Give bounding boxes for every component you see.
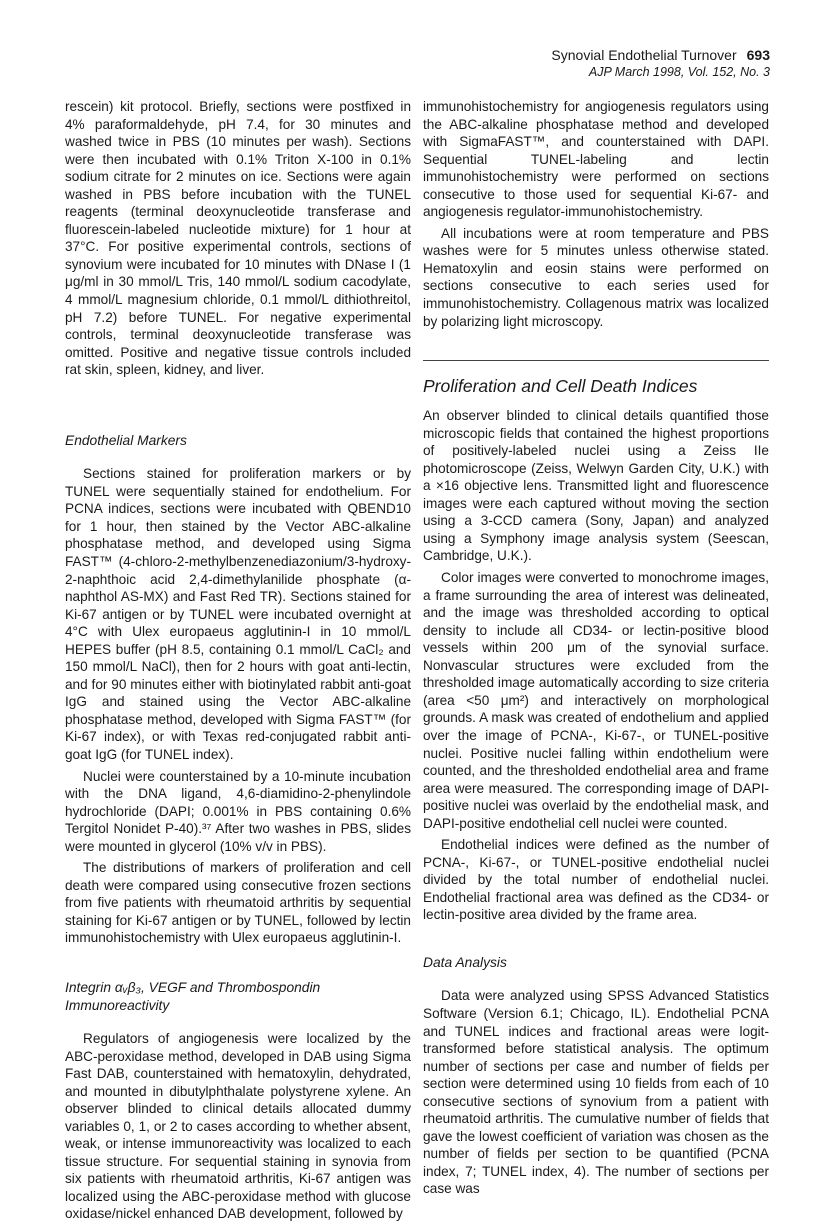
subsection-heading-endothelial-markers: Endothelial Markers [65, 432, 187, 448]
paragraph: Regulators of angiogenesis were localized by the ABC-peroxidase method, developed in DAB using Sigma Fast DAB, counterstained with hematoxylin, dehydrated, and mounted in dibutylphthalate polystyrene xylene. An observer blinded to clinical details allocated dummy variables 0, 1, or 2 to cases according to whether absent, weak, or intense immunoreactivity was localized to each tissue structure. For sequential staining in synovia from six patients with rheumatoid arthritis, Ki-67 antigen was localized using the ABC-peroxidase method with glucose oxidase/nickel enhanced DAB development, followed by [65, 1031, 411, 1222]
running-title: Synovial Endothelial Turnover [551, 47, 737, 63]
running-title-line [551, 47, 770, 64]
paragraph: The distributions of markers of proliferation and cell death were compared using consecutive frozen sections from five patients with rheumatoid arthritis by sequential staining for Ki-67 antigen or by TUNEL, followed by lectin immunohistochemistry with Ulex europaeus agglutinin-I. [65, 860, 411, 946]
paragraph: Nuclei were counterstained by a 10-minute incubation with the DNA ligand, 4,6-diamidino-2-phenylindole hydrochloride (DAPI; 0.001% in PBS containing 0.6% Tergitol Nonidet P-40).³⁷ After two washes in PBS, slides were mounted in glycerol (10% v/v in PBS). [65, 768, 411, 854]
paragraph: Data were analyzed using SPSS Advanced Statistics Software (Version 6.1; Chicago, IL). Endothelial PCNA and TUNEL indices and fractional areas were logit-transformed before statistical analysis. The optimum number of sections per case and number of fields per section were determined using 10 fields from each of 10 consecutive sections of synovium from a patient with rheumatoid arthritis. The cumulative number of fields that gave the lowest coefficient of variation was chosen as the number of fields per section to be quantified (PCNA index, 7; TUNEL index, 4). The number of sections per case was [423, 988, 769, 1197]
subsection-heading-integrin: Integrin αᵥβ₃, VEGF and Thrombospondin Immunoreactivity [65, 980, 321, 1013]
section-rule [423, 360, 769, 361]
paragraph: All incubations were at room temperature and PBS washes were for 5 minutes unless otherwise stated. Hematoxylin and eosin stains were performed on sections consecutive to each series used for immunohistochemistry. Collagenous matrix was localized by polarizing light microscopy. [423, 225, 769, 329]
journal-citation: AJP March 1998, Vol. 152, No. 3 [588, 65, 770, 79]
subsection-heading-data-analysis: Data Analysis [423, 954, 507, 970]
paragraph: Sections stained for proliferation markers or by TUNEL were sequentially stained for endothelium. For PCNA indices, sections were incubated with QBEND10 for 1 hour, then stained by the Vector ABC-alkaline phosphatase method, and developed using Sigma FAST™ (4-chloro-2-methylbenzenediazonium/3-hydroxy-2-naphthoic acid 2,4-dimethylanilide phosphate (α-naphthol AS-MX) and Fast Red TR). Sections stained for Ki-67 antigen or by TUNEL were incubated overnight at 4°C with Ulex europaeus agglutinin-I in 10 mmol/L HEPES buffer (pH 8.5, containing 0.1 mmol/L CaCl₂ and 150 mmol/L NaCl), then for 2 hours with goat anti-lectin, and for 90 minutes either with biotinylated rabbit anti-goat IgG and stained using the Vector ABC-alkaline phosphatase method, developed with Sigma FAST™ (for Ki-67 index), or with Texas red-conjugated rabbit anti-goat IgG (for TUNEL index). [65, 466, 411, 762]
paragraph: immunohistochemistry for angiogenesis regulators using the ABC-alkaline phosphatase method and developed with SigmaFAST™, and counterstained with DAPI. Sequential TUNEL-labeling and lectin immunohistochemistry were performed on sections consecutive to those used for sequential Ki-67- and angiogenesis regulator-immunohistochemistry. [423, 99, 769, 220]
running-head [551, 47, 770, 81]
section-heading-proliferation: Proliferation and Cell Death Indices [423, 376, 698, 397]
left-column [65, 98, 411, 1227]
paragraph: Color images were converted to monochrome images, a frame surrounding the area of interest was delineated, and the image was thresholded according to optical density to include all CD34- or lectin-positive blood vessels within 200 μm of the synovial surface. Nonvascular structures were excluded from the thresholded image automatically according to size criteria (area <50 μm²) and interactively on morphological grounds. A mask was created of endothelium and applied over the image of PCNA-, Ki-67-, or TUNEL-positive nuclei. Positive nuclei falling within endothelium were counted, and the thresholded endothelial area and frame area were measured. The corresponding image of DAPI-positive nuclei was overlaid by the endothelial mask, and DAPI-positive endothelial cell nuclei were counted. [423, 570, 769, 831]
paragraph: An observer blinded to clinical details quantified those microscopic fields that contained the highest proportions of positively-labeled nuclei using a Zeiss IIe photomicroscope (Zeiss, Welwyn Garden City, U.K.) with a ×16 objective lens. Transmitted light and fluorescence images were each captured without moving the section using a 3-CCD camera (Sony, Japan) and analyzed using a Symphony image analysis system (Seescan, Cambridge, U.K.). [423, 408, 769, 564]
page-number: 693 [746, 47, 770, 63]
paragraph: Endothelial indices were defined as the number of PCNA-, Ki-67-, or TUNEL-positive endothelial nuclei divided by the total number of endothelial nuclei. Endothelial fractional area was defined as the CD34- or lectin-positive area divided by the frame area. [423, 837, 769, 923]
paragraph: rescein) kit protocol. Briefly, sections were postfixed in 4% paraformaldehyde, pH 7.4, for 30 minutes and washed twice in PBS (10 minutes per wash). Sections were then incubated with 0.1% Triton X-100 in 0.1% sodium citrate for 2 minutes on ice. Sections were again washed in PBS before incubation with the TUNEL reagents (terminal deoxynucleotide transferase and fluorescein-labeled nucleotide mixture) for 1 hour at 37°C. For positive experimental controls, sections of synovium were incubated for 10 minutes with DNase I (1 μg/ml in 30 mmol/L Tris, 140 mmol/L sodium cacodylate, 4 mmol/L magnesium chloride, 0.1 mmol/L dithiothreitol, pH 7.2) before TUNEL. For negative experimental controls, terminal deoxynucleotide transferase was omitted. Positive and negative tissue controls included rat skin, spleen, kidney, and liver. [65, 99, 411, 378]
right-column [423, 98, 769, 1202]
